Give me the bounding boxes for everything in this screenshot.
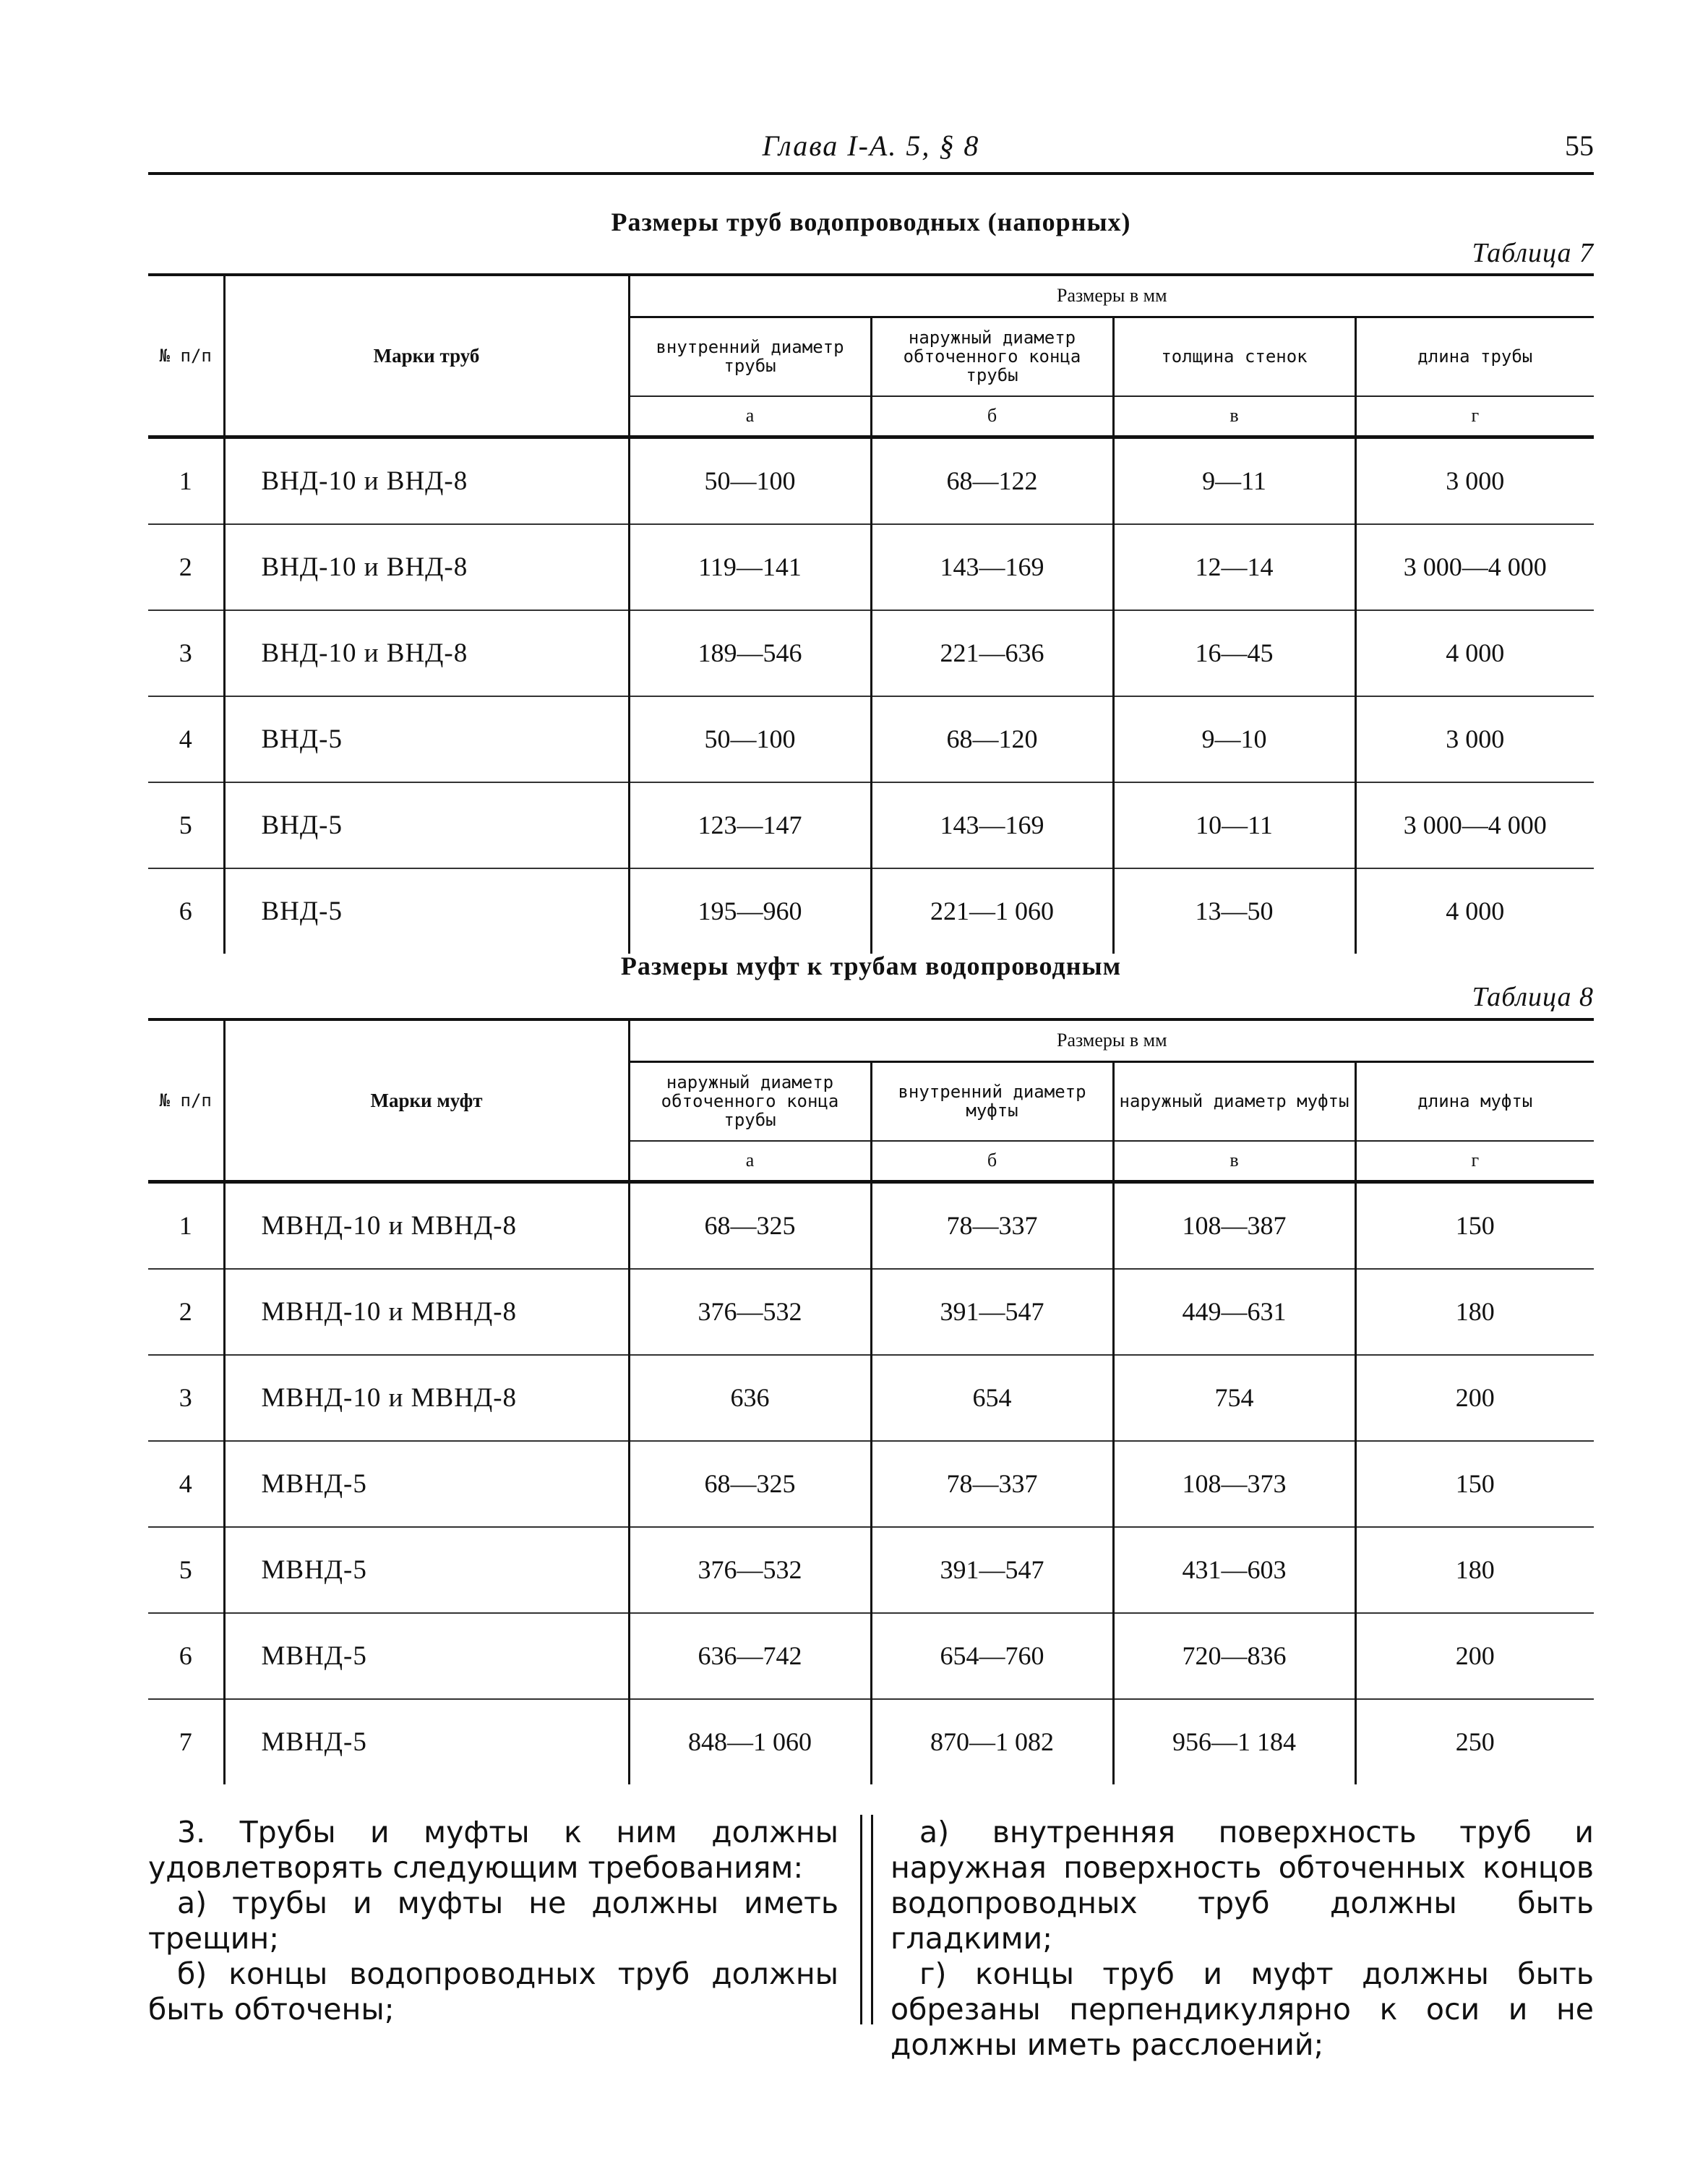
brand-name: ВНД-10 и ВНД-8 xyxy=(224,437,629,524)
value-v: 12—14 xyxy=(1113,524,1355,610)
table-row xyxy=(148,1441,1594,1527)
value-g: 3 000—4 000 xyxy=(1355,782,1594,868)
value-v: 956—1 184 xyxy=(1113,1699,1355,1784)
value-v: 108—373 xyxy=(1113,1441,1355,1527)
value-a: 376—532 xyxy=(629,1527,871,1613)
brand-name: МВНД-5 xyxy=(224,1441,629,1527)
value-a: 636—742 xyxy=(629,1613,871,1699)
paragraph: б) концы водопроводных труб должны быть обточены; xyxy=(148,1956,838,2027)
value-b: 143—169 xyxy=(871,782,1113,868)
value-v: 754 xyxy=(1113,1355,1355,1441)
value-v: 13—50 xyxy=(1113,868,1355,954)
paragraph: а) внутренняя поверхность труб и наружная поверхность обточенных концов водопроводных труб должны быть гладкими; xyxy=(891,1815,1594,1956)
value-a: 195—960 xyxy=(629,868,871,954)
value-g: 3 000 xyxy=(1355,437,1594,524)
value-a: 119—141 xyxy=(629,524,871,610)
paragraph: 3. Трубы и муфты к ним должны удовлетворять следующим требованиям: xyxy=(148,1815,838,1885)
column-header-coupling-outer-diameter: наружный диаметр муфты xyxy=(1113,1061,1355,1141)
value-v: 108—387 xyxy=(1113,1181,1355,1269)
running-header xyxy=(148,129,1594,172)
brand-name: МВНД-5 xyxy=(224,1699,629,1784)
paragraph: г) концы труб и муфт должны быть обрезаны перпендикулярно к оси и не должны иметь расслоений; xyxy=(891,1956,1594,2062)
row-number: 6 xyxy=(148,1613,224,1699)
value-g: 250 xyxy=(1355,1699,1594,1784)
value-a: 68—325 xyxy=(629,1181,871,1269)
value-g: 180 xyxy=(1355,1269,1594,1355)
table-row xyxy=(148,1613,1594,1699)
text-column-left xyxy=(148,1815,838,2027)
row-number: 3 xyxy=(148,610,224,696)
table-row xyxy=(148,782,1594,868)
header-rule xyxy=(148,172,1594,175)
value-g: 3 000—4 000 xyxy=(1355,524,1594,610)
text-column-right xyxy=(891,1815,1594,2063)
brand-name: МВНД-5 xyxy=(224,1527,629,1613)
value-b: 221—636 xyxy=(871,610,1113,696)
row-number: 1 xyxy=(148,437,224,524)
value-b: 143—169 xyxy=(871,524,1113,610)
column-letter-a: а xyxy=(629,396,871,437)
value-g: 200 xyxy=(1355,1355,1594,1441)
column-header-coupling-length: длина муфты xyxy=(1355,1061,1594,1141)
value-v: 10—11 xyxy=(1113,782,1355,868)
table-7-title: Размеры труб водопроводных (напорных) xyxy=(611,208,1131,236)
row-number: 1 xyxy=(148,1181,224,1269)
table-row xyxy=(148,868,1594,954)
value-g: 150 xyxy=(1355,1441,1594,1527)
value-a: 848—1 060 xyxy=(629,1699,871,1784)
column-header-brand: Марки муфт xyxy=(224,1019,629,1181)
column-header-coupling-inner-diameter: внутренний диаметр муфты xyxy=(871,1061,1113,1141)
table-8 xyxy=(148,1018,1594,1784)
row-number: 2 xyxy=(148,1269,224,1355)
brand-name: ВНД-5 xyxy=(224,782,629,868)
value-b: 78—337 xyxy=(871,1181,1113,1269)
column-header-number: № п/п xyxy=(148,1019,224,1181)
row-number: 2 xyxy=(148,524,224,610)
table-8-title: Размеры муфт к трубам водопроводным xyxy=(620,951,1122,980)
table-row xyxy=(148,1269,1594,1355)
column-header-outer-diameter: наружный диаметр обточенного конца трубы xyxy=(871,317,1113,396)
row-number: 3 xyxy=(148,1355,224,1441)
column-group-sizes: Размеры в мм xyxy=(629,1019,1594,1061)
column-letter-g: г xyxy=(1355,1141,1594,1181)
value-b: 654 xyxy=(871,1355,1113,1441)
value-b: 68—120 xyxy=(871,696,1113,782)
value-v: 431—603 xyxy=(1113,1527,1355,1613)
value-b: 391—547 xyxy=(871,1269,1113,1355)
value-v: 16—45 xyxy=(1113,610,1355,696)
value-a: 376—532 xyxy=(629,1269,871,1355)
brand-name: МВНД-10 и МВНД-8 xyxy=(224,1355,629,1441)
column-header-turned-end-diameter: наружный диаметр обточенного конца трубы xyxy=(629,1061,871,1141)
table-7-body xyxy=(148,437,1594,954)
table-row xyxy=(148,524,1594,610)
table-row xyxy=(148,1181,1594,1269)
row-number: 5 xyxy=(148,782,224,868)
value-v: 9—10 xyxy=(1113,696,1355,782)
column-letter-a: а xyxy=(629,1141,871,1181)
value-v: 449—631 xyxy=(1113,1269,1355,1355)
row-number: 4 xyxy=(148,696,224,782)
column-group-sizes: Размеры в мм xyxy=(629,275,1594,317)
page-number: 55 xyxy=(1565,129,1594,162)
column-divider xyxy=(860,1815,873,2024)
value-a: 50—100 xyxy=(629,696,871,782)
paragraph: а) трубы и муфты не должны иметь трещин; xyxy=(148,1886,838,1956)
value-g: 150 xyxy=(1355,1181,1594,1269)
value-b: 68—122 xyxy=(871,437,1113,524)
brand-name: ВНД-10 и ВНД-8 xyxy=(224,524,629,610)
value-a: 123—147 xyxy=(629,782,871,868)
value-a: 636 xyxy=(629,1355,871,1441)
row-number: 7 xyxy=(148,1699,224,1784)
value-g: 180 xyxy=(1355,1527,1594,1613)
table-row xyxy=(148,1355,1594,1441)
value-g: 200 xyxy=(1355,1613,1594,1699)
chapter-reference: Глава I-А. 5, § 8 xyxy=(762,129,980,162)
value-a: 50—100 xyxy=(629,437,871,524)
column-letter-v: в xyxy=(1113,1141,1355,1181)
table-row xyxy=(148,1527,1594,1613)
value-a: 68—325 xyxy=(629,1441,871,1527)
column-letter-v: в xyxy=(1113,396,1355,437)
table-row xyxy=(148,610,1594,696)
column-letter-b: б xyxy=(871,1141,1113,1181)
value-b: 870—1 082 xyxy=(871,1699,1113,1784)
column-letter-b: б xyxy=(871,396,1113,437)
table-row xyxy=(148,437,1594,524)
value-g: 3 000 xyxy=(1355,696,1594,782)
brand-name: МВНД-5 xyxy=(224,1613,629,1699)
table-8-body xyxy=(148,1181,1594,1784)
table-row xyxy=(148,1699,1594,1784)
row-number: 5 xyxy=(148,1527,224,1613)
value-b: 78—337 xyxy=(871,1441,1113,1527)
table-7-label: Таблица 7 xyxy=(1472,238,1594,268)
row-number: 6 xyxy=(148,868,224,954)
brand-name: ВНД-5 xyxy=(224,696,629,782)
value-g: 4 000 xyxy=(1355,610,1594,696)
value-g: 4 000 xyxy=(1355,868,1594,954)
value-v: 720—836 xyxy=(1113,1613,1355,1699)
table-8-label: Таблица 8 xyxy=(1472,982,1594,1012)
value-b: 654—760 xyxy=(871,1613,1113,1699)
brand-name: ВНД-5 xyxy=(224,868,629,954)
value-b: 391—547 xyxy=(871,1527,1113,1613)
column-header-length: длина трубы xyxy=(1355,317,1594,396)
row-number: 4 xyxy=(148,1441,224,1527)
value-a: 189—546 xyxy=(629,610,871,696)
column-header-inner-diameter: внутренний диаметр трубы xyxy=(629,317,871,396)
table-row xyxy=(148,696,1594,782)
body-text xyxy=(148,1815,1594,2062)
table-7 xyxy=(148,273,1594,954)
brand-name: ВНД-10 и ВНД-8 xyxy=(224,610,629,696)
column-letter-g: г xyxy=(1355,396,1594,437)
value-b: 221—1 060 xyxy=(871,868,1113,954)
value-v: 9—11 xyxy=(1113,437,1355,524)
column-header-wall-thickness: толщина стенок xyxy=(1113,317,1355,396)
brand-name: МВНД-10 и МВНД-8 xyxy=(224,1181,629,1269)
brand-name: МВНД-10 и МВНД-8 xyxy=(224,1269,629,1355)
column-header-brand: Марки труб xyxy=(224,275,629,437)
column-header-number: № п/п xyxy=(148,275,224,437)
